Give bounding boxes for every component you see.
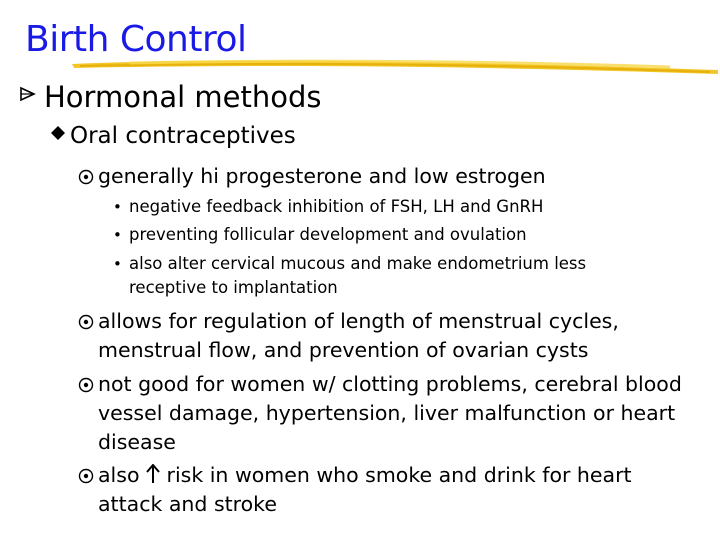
circle-dot-bullet-icon bbox=[78, 162, 94, 195]
title-underline-brush bbox=[70, 52, 720, 82]
level1-text: Hormonal methods bbox=[44, 80, 322, 114]
dot-bullet-icon: • bbox=[113, 198, 122, 216]
slide-title: Birth Control bbox=[25, 19, 247, 60]
subpoint-item bbox=[113, 223, 629, 247]
subpoint-item bbox=[113, 252, 629, 300]
point-text: allows for regulation of length of menstrual cycles, menstrual flow, and prevention of ovarian cysts bbox=[98, 309, 619, 362]
circle-dot-bullet-icon bbox=[78, 461, 94, 494]
level1-item bbox=[18, 79, 321, 117]
dot-bullet-icon: • bbox=[113, 226, 122, 244]
point-text: generally hi progesterone and low estrogen bbox=[98, 164, 546, 188]
subpoint-text: negative feedback inhibition of FSH, LH and GnRH bbox=[129, 197, 544, 216]
point-text bbox=[78, 461, 658, 519]
subpoint-text: preventing follicular development and ovulation bbox=[129, 225, 527, 244]
point-item bbox=[78, 307, 708, 365]
diamond-bullet-icon bbox=[50, 121, 70, 151]
point-item bbox=[78, 162, 708, 191]
subpoint-item bbox=[113, 195, 629, 219]
point-text-before: also bbox=[98, 463, 140, 487]
point-text: not good for women w/ clotting problems, cerebral blood vessel damage, hypertension, liver malfunction or heart disease bbox=[98, 372, 682, 454]
level2-text: Oral contraceptives bbox=[70, 123, 296, 149]
point-item bbox=[78, 370, 708, 457]
level2-item bbox=[50, 121, 296, 151]
circle-dot-bullet-icon bbox=[78, 370, 94, 403]
dot-bullet-icon: • bbox=[113, 255, 122, 273]
point-text-after: risk in women who smoke and drink for heart attack and stroke bbox=[98, 463, 632, 516]
up-arrow-icon bbox=[146, 464, 160, 484]
circle-dot-bullet-icon bbox=[78, 307, 94, 340]
hollow-triangle-bullet-icon bbox=[18, 81, 44, 117]
subpoint-text: also alter cervical mucous and make endometrium less receptive to implantation bbox=[129, 254, 587, 297]
point-item bbox=[78, 461, 708, 519]
